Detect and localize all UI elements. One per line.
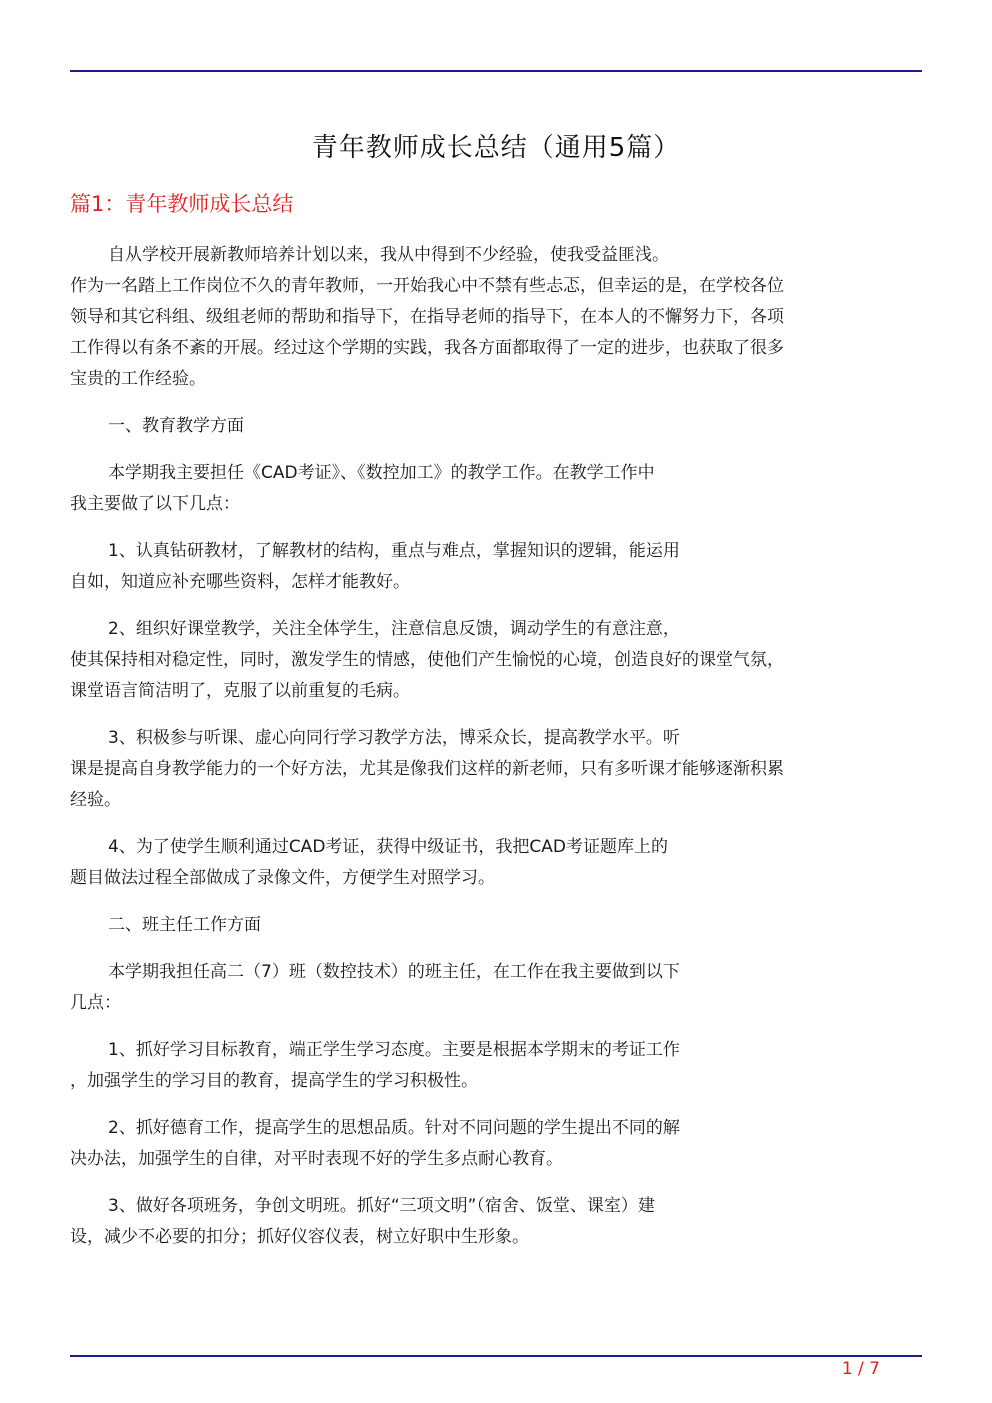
text-line: 3、积极参与听课、虚心向同行学习教学方法，博采众长，提高教学水平。听 xyxy=(108,728,680,748)
footer-rule xyxy=(70,1355,922,1357)
text-line: 我主要做了以下几点： xyxy=(70,494,240,514)
text-line: 自从学校开展新教师培养计划以来，我从中得到不少经验，使我受益匪浅。 xyxy=(108,245,669,265)
text-line: 自如，知道应补充哪些资料，怎样才能教好。 xyxy=(70,572,410,592)
subsection-heading xyxy=(70,411,922,442)
text-line: 2、抓好德育工作，提高学生的思想品质。针对不同问题的学生提出不同的解 xyxy=(108,1118,680,1138)
paragraph xyxy=(70,957,922,1019)
text-line: 领导和其它科组、级组老师的帮助和指导下，在指导老师的指导下，在本人的不懈努力下，各项 xyxy=(70,307,784,327)
text-line: 本学期我担任高二（7）班（数控技术）的班主任，在工作在我主要做到以下 xyxy=(108,962,680,982)
text-line: 作为一名踏上工作岗位不久的青年教师，一开始我心中不禁有些忐忑，但幸运的是，在学校各位 xyxy=(70,276,784,296)
text-line: 使其保持相对稳定性，同时，激发学生的情感，使他们产生愉悦的心境，创造良好的课堂气氛， xyxy=(70,650,784,670)
paragraph xyxy=(70,832,922,894)
text-line: 2、组织好课堂教学，关注全体学生，注意信息反馈，调动学生的有意注意， xyxy=(108,619,680,639)
text-line: 经验。 xyxy=(70,790,121,810)
header-rule xyxy=(70,70,922,72)
text-line: 课堂语言简洁明了，克服了以前重复的毛病。 xyxy=(70,681,410,701)
text-line: 课是提高自身教学能力的一个好方法，尤其是像我们这样的新老师，只有多听课才能够逐渐积累 xyxy=(70,759,784,779)
text-line: 本学期我主要担任《CAD考证》、《数控加工》的教学工作。在教学工作中 xyxy=(108,463,655,483)
paragraph xyxy=(70,614,922,707)
text-line: 工作得以有条不紊的开展。经过这个学期的实践，我各方面都取得了一定的进步，也获取了很多 xyxy=(70,338,784,358)
paragraph xyxy=(70,1113,922,1175)
text-line: 二、班主任工作方面 xyxy=(108,915,261,935)
paragraph xyxy=(70,240,922,395)
text-line: 决办法，加强学生的自律，对平时表现不好的学生多点耐心教育。 xyxy=(70,1149,563,1169)
text-line: ，加强学生的学习目的教育，提高学生的学习积极性。 xyxy=(70,1071,478,1091)
subsection-heading xyxy=(70,910,922,941)
document-body xyxy=(70,240,922,1269)
text-line: 设，减少不必要的扣分；抓好仪容仪表，树立好职中生形象。 xyxy=(70,1227,529,1247)
paragraph xyxy=(70,1191,922,1253)
text-line: 一、教育教学方面 xyxy=(108,416,244,436)
text-line: 3、做好各项班务，争创文明班。抓好“三项文明”（宿舍、饭堂、课室）建 xyxy=(108,1196,655,1216)
text-line: 宝贵的工作经验。 xyxy=(70,369,206,389)
text-line: 题目做法过程全部做成了录像文件，方便学生对照学习。 xyxy=(70,868,495,888)
text-line: 4、为了使学生顺利通过CAD考证，获得中级证书，我把CAD考证题库上的 xyxy=(108,837,668,857)
document-title: 青年教师成长总结（通用5篇） xyxy=(311,133,681,163)
paragraph xyxy=(70,458,922,520)
section-heading: 篇1：青年教师成长总结 xyxy=(70,192,294,216)
paragraph xyxy=(70,1035,922,1097)
paragraph xyxy=(70,536,922,598)
text-line: 1、抓好学习目标教育，端正学生学习态度。主要是根据本学期末的考证工作 xyxy=(108,1040,680,1060)
page-number: 1 / 7 xyxy=(841,1359,880,1379)
text-line: 1、认真钻研教材，了解教材的结构，重点与难点，掌握知识的逻辑，能运用 xyxy=(108,541,680,561)
text-line: 几点： xyxy=(70,993,121,1013)
paragraph xyxy=(70,723,922,816)
